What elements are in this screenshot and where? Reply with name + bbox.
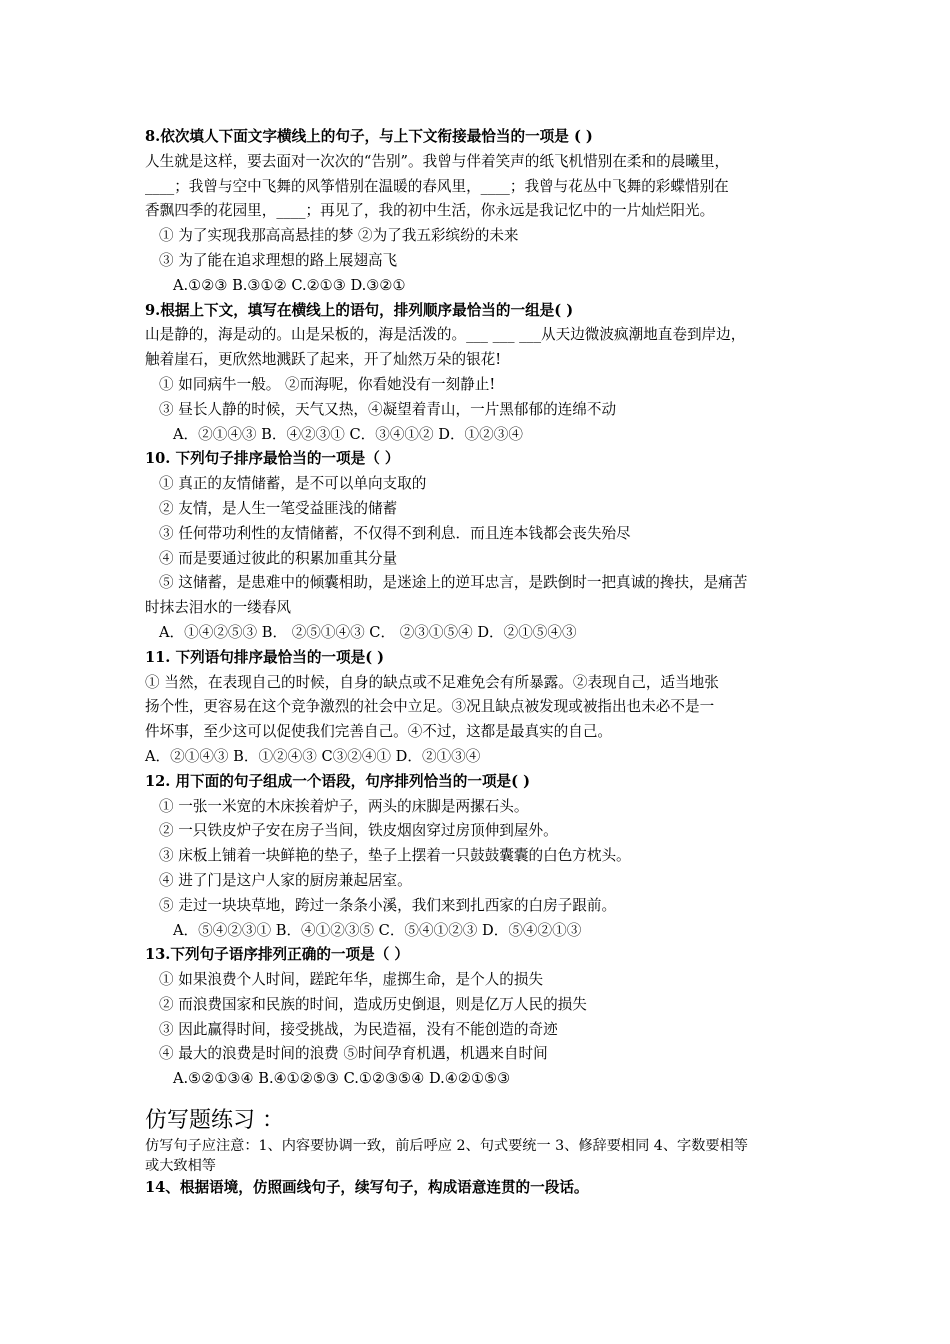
question-13-option-3: ③ 因此赢得时间，接受挑战，为民造福，没有不能创造的奇迹 bbox=[159, 1020, 558, 1038]
section-note-line-2: 或大致相等 bbox=[145, 1158, 216, 1175]
question-10-option-1: ① 真正的友情储蓄，是不可以单向支取的 bbox=[159, 475, 427, 493]
question-12-option-5: ⑤ 走过一块块草地，跨过一条条小溪，我们来到扎西家的白房子跟前。 bbox=[159, 896, 617, 914]
question-9-answers: A．②①④③ B．④②③① C．③④①② D．①②③④ bbox=[173, 425, 523, 443]
document-page bbox=[145, 125, 825, 1201]
question-8-passage-line-3: 香飘四季的花园里，____；再见了，我的初中生活，你永远是我记忆中的一片灿烂阳光。 bbox=[145, 202, 715, 220]
question-12-option-2: ② 一只铁皮炉子安在房子当间，铁皮烟囱穿过房顶伸到屋外。 bbox=[159, 822, 558, 840]
question-11-passage-line-1: ① 当然，在表现自己的时候，自身的缺点或不足难免会有所暴露。②表现自己，适当地张 bbox=[145, 673, 719, 691]
question-9-option-line-2: ③ 昼长人静的时候，天气又热，④凝望着青山，一片黑郁郁的连绵不动 bbox=[159, 400, 617, 418]
question-8-answers: A.①②③ B.③①② C.②①③ D.③②① bbox=[173, 276, 406, 294]
section-heading: 仿写题练习 ： bbox=[145, 1108, 284, 1134]
question-13-option-2: ② 而浪费国家和民族的时间，造成历史倒退，则是亿万人民的损失 bbox=[159, 995, 587, 1013]
question-9-title: 9.根据上下文，填写在横线上的语句，排列顺序最恰当的一组是( ) bbox=[145, 301, 574, 319]
question-8-option-line-1: ① 为了实现我那高高悬挂的梦 ②为了我五彩缤纷的未来 bbox=[159, 227, 519, 245]
question-10-option-2: ② 友情，是人生一笔受益匪浅的储蓄 bbox=[159, 499, 398, 517]
question-8-title: 8.依次填人下面文字横线上的句子，与上下文衔接最恰当的一项是 ( ) bbox=[145, 128, 593, 145]
question-14-title: 14、根据语境，仿照画线句子，续写句子，构成语意连贯的一段话。 bbox=[145, 1179, 589, 1197]
question-13-option-4: ④ 最大的浪费是时间的浪费 ⑤时间孕育机遇，机遇来自时间 bbox=[159, 1045, 548, 1063]
question-8-passage-line-2: ____；我曾与空中飞舞的风筝惜别在温暖的春风里，____；我曾与花丛中飞舞的彩蝶惜别在 bbox=[145, 177, 729, 195]
question-10-option-5-line-2: 时抹去泪水的一缕春风 bbox=[145, 599, 291, 617]
question-12-option-1: ① 一张一米宽的木床挨着炉子，两头的床脚是两摞石头。 bbox=[159, 797, 529, 815]
question-11-title: 11. 下列语句排序最恰当的一项是( ) bbox=[145, 648, 385, 666]
question-13-option-1: ① 如果浪费个人时间，蹉跎年华，虚掷生命，是个人的损失 bbox=[159, 971, 544, 989]
question-10-title: 10. 下列句子排序最恰当的一项是（ ） bbox=[145, 450, 400, 468]
question-8-option-line-2: ③ 为了能在追求理想的路上展翅高飞 bbox=[159, 251, 398, 269]
question-11-passage-line-3: 件坏事，至少这可以促使我们完善自己。④不过，这都是最真实的自己。 bbox=[145, 723, 613, 741]
question-8-passage-line-1: 人生就是这样，要去面对一次次的“告别”。我曾与伴着笑声的纸飞机惜别在柔和的晨曦里， bbox=[145, 152, 730, 170]
question-13-title: 13.下列句子语序排列正确的一项是（ ） bbox=[145, 946, 409, 964]
question-10-option-3: ③ 任何带功利性的友情储蓄，不仅得不到利息．而且连本钱都会丧失殆尽 bbox=[159, 524, 631, 542]
question-9-passage-line-1: 山是静的，海是动的。山是呆板的，海是活泼的。___ ___ ___从天边微波疯潮地直卷到岸边， bbox=[145, 326, 746, 344]
question-13-answers: A.⑤②①③④ B.④①②⑤③ C.①②③⑤④ D.④②①⑤③ bbox=[173, 1070, 511, 1088]
question-11-passage-line-2: 扬个性，更容易在这个竞争激烈的社会中立足。③况且缺点被发现或被指出也未必不是一 bbox=[145, 698, 715, 716]
question-10-option-4: ④ 而是要通过彼此的积累加重其分量 bbox=[159, 549, 398, 567]
question-9-passage-line-2: 触着崖石，更欣然地溅跃了起来，开了灿然万朵的银花! bbox=[145, 351, 502, 369]
question-12-answers: A．⑤④②③① B．④①②③⑤ C．⑤④①②③ D．⑤④②①③ bbox=[173, 921, 582, 939]
question-10-answers: A．①④②⑤③ B． ②⑤①④③ C． ②③①⑤④ D．②①⑤④③ bbox=[159, 623, 577, 641]
question-11-answers: A．②①④③ B．①②④③ C③②④① D．②①③④ bbox=[145, 747, 481, 765]
question-9-option-line-1: ① 如同病牛一般。 ②而海呢，你看她没有一刻静止! bbox=[159, 375, 496, 393]
question-10-option-5-line-1: ⑤ 这储蓄，是患难中的倾囊相助，是迷途上的逆耳忠言，是跌倒时一把真诚的搀扶，是痛苦 bbox=[159, 574, 748, 592]
question-12-title: 12. 用下面的句子组成一个语段，句序排列恰当的一项是( ) bbox=[145, 772, 531, 790]
question-12-option-4: ④ 进了门是这户人家的厨房兼起居室。 bbox=[159, 871, 412, 889]
question-12-option-3: ③ 床板上铺着一块鲜艳的垫子，垫子上摆着一只鼓鼓囊囊的白色方枕头。 bbox=[159, 847, 631, 865]
section-note-line-1: 仿写句子应注意：1、内容要协调一致，前后呼应 2、句式要统一 3、修辞要相同 4、字数要相等 bbox=[145, 1138, 748, 1155]
